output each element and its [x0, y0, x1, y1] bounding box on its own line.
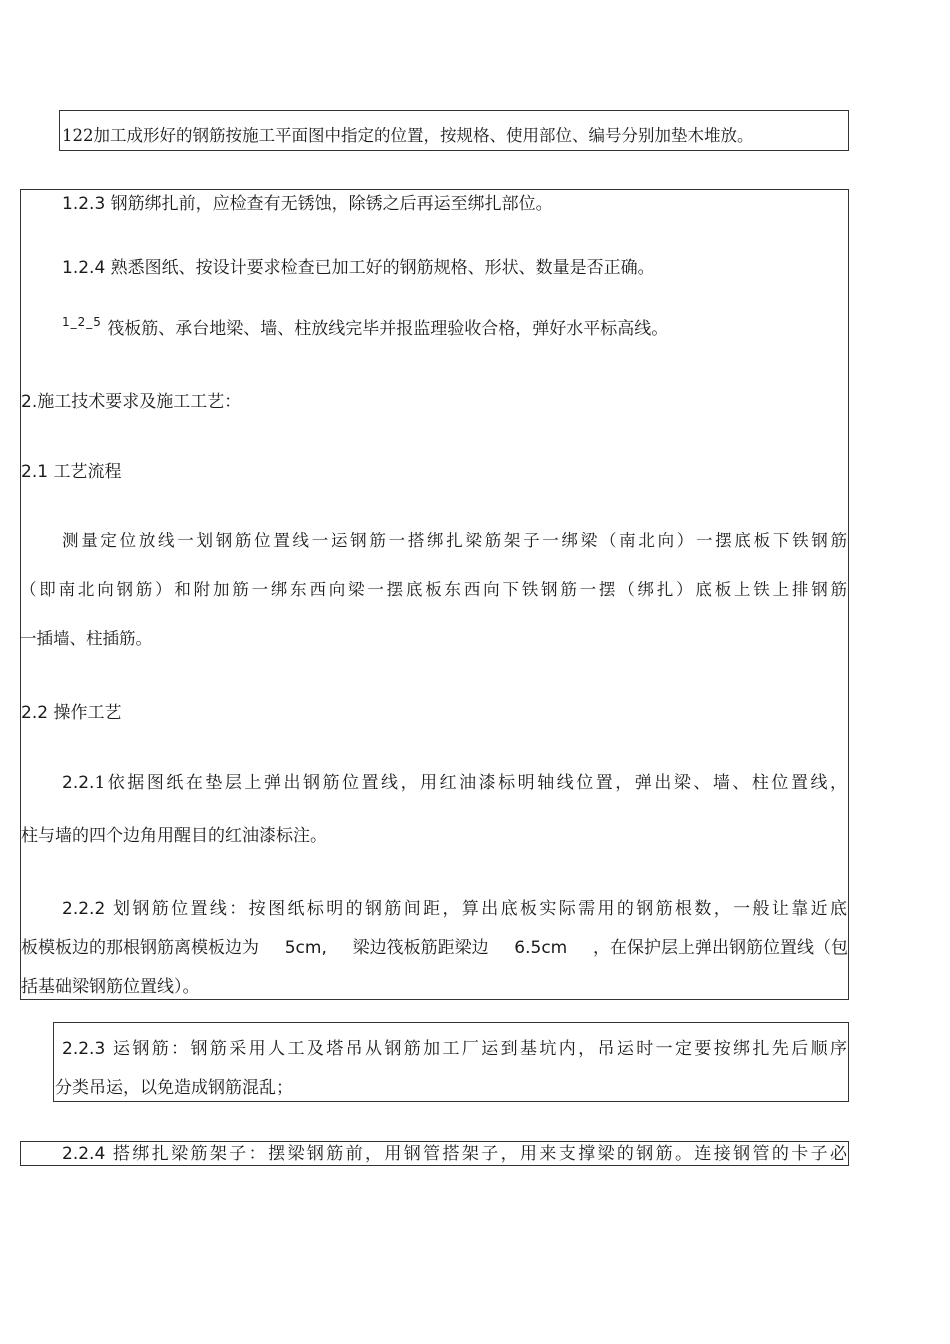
- paragraph-122-text: 122加工成形好的钢筋按施工平面图中指定的位置，按规格、使用部位、编号分别加垫木堆放。: [62, 126, 754, 145]
- flow-line-1: 测量定位放线一划钢筋位置线一运钢筋一搭绑扎梁筋架子一绑梁（南北向）一摆底板下铁钢筋: [62, 531, 847, 550]
- paragraph-222-line-3: 括基础梁钢筋位置线）。: [21, 977, 200, 997]
- paragraph-222-line-2: [21, 937, 848, 959]
- paragraph-124-number: 1.2.4: [62, 258, 106, 278]
- heading-2-number: 2.: [21, 392, 38, 412]
- paragraph-221-line-2: 柱与墙的四个边角用醒目的红油漆标注。: [21, 826, 327, 846]
- paragraph-222-text-2a: 板模板边的那根钢筋离模板边为: [21, 938, 259, 958]
- paragraph-222-text-2c: 梁边筏板筋距梁边: [352, 938, 489, 958]
- heading-2-1-number: 2.1: [21, 462, 49, 482]
- paragraph-224-number: 2.2.4: [62, 1144, 106, 1164]
- paragraph-124: [62, 257, 655, 279]
- heading-2-2-number: 2.2: [21, 703, 49, 723]
- paragraph-222-text-1: 划钢筋位置线：按图纸标明的钢筋间距，算出底板实际需用的钢筋根数，一般让靠近底: [113, 899, 847, 919]
- paragraph-221-line-1: [62, 772, 847, 794]
- heading-2-2-text: 操作工艺: [53, 703, 122, 723]
- paragraph-222-value-65cm: 6.5cm: [514, 938, 568, 958]
- paragraph-123-number: 1.2.3: [62, 194, 106, 214]
- paragraph-224-text-1: 搭绑扎梁筋架子：摆梁钢筋前，用钢管搭架子，用来支撑梁的钢筋。连接钢管的卡子必: [113, 1144, 847, 1164]
- paragraph-124-text: 熟悉图纸、按设计要求检查已加工好的钢筋规格、形状、数量是否正确。: [110, 258, 655, 278]
- paragraph-223-line-2: 分类吊运，以免造成钢筋混乱；: [55, 1078, 293, 1098]
- heading-2-1: [21, 461, 121, 483]
- paragraph-222-line-1: [62, 898, 847, 920]
- paragraph-222-text-2e: ，在保护层上弹出钢筋位置线（包: [592, 938, 848, 958]
- paragraph-122: [62, 125, 754, 147]
- flow-line-2: （即南北向钢筋）和附加筋一绑东西向梁一摆底板东西向下铁钢筋一摆（绑扎）底板上铁上排钢筋: [20, 580, 847, 599]
- heading-2-text: 施工技术要求及施工工艺：: [37, 392, 242, 412]
- paragraph-222-number: 2.2.2: [62, 899, 106, 919]
- paragraph-125-number: 1_2_5: [62, 315, 102, 329]
- heading-2: [21, 391, 241, 413]
- paragraph-223-text-1: 运钢筋：钢筋采用人工及塔吊从钢筋加工厂运到基坑内，吊运时一定要按绑扎先后顺序: [113, 1039, 847, 1059]
- heading-2-2: [21, 702, 121, 724]
- paragraph-123-text: 钢筋绑扎前，应检查有无锈蚀，除锈之后再运至绑扎部位。: [110, 194, 553, 214]
- paragraph-221-number: 2.2.: [62, 773, 95, 793]
- paragraph-123: [62, 193, 553, 215]
- paragraph-125-text: 筏板筋、承台地梁、墙、柱放线完毕并报监理验收合格，弹好水平标高线。: [107, 319, 669, 339]
- paragraph-222-value-5cm: 5cm,: [284, 938, 327, 958]
- paragraph-221-text-1: 1依据图纸在垫层上弹出钢筋位置线，用红油漆标明轴线位置，弹出梁、墙、柱位置线，: [94, 773, 847, 793]
- paragraph-224-line-1: [62, 1143, 847, 1165]
- paragraph-223-number: 2.2.3: [62, 1039, 106, 1059]
- paragraph-223-line-1: [62, 1038, 847, 1060]
- flow-line-3: 一插墙、柱插筋。: [20, 629, 152, 648]
- heading-2-1-text: 工艺流程: [53, 462, 122, 482]
- paragraph-125: [62, 315, 669, 341]
